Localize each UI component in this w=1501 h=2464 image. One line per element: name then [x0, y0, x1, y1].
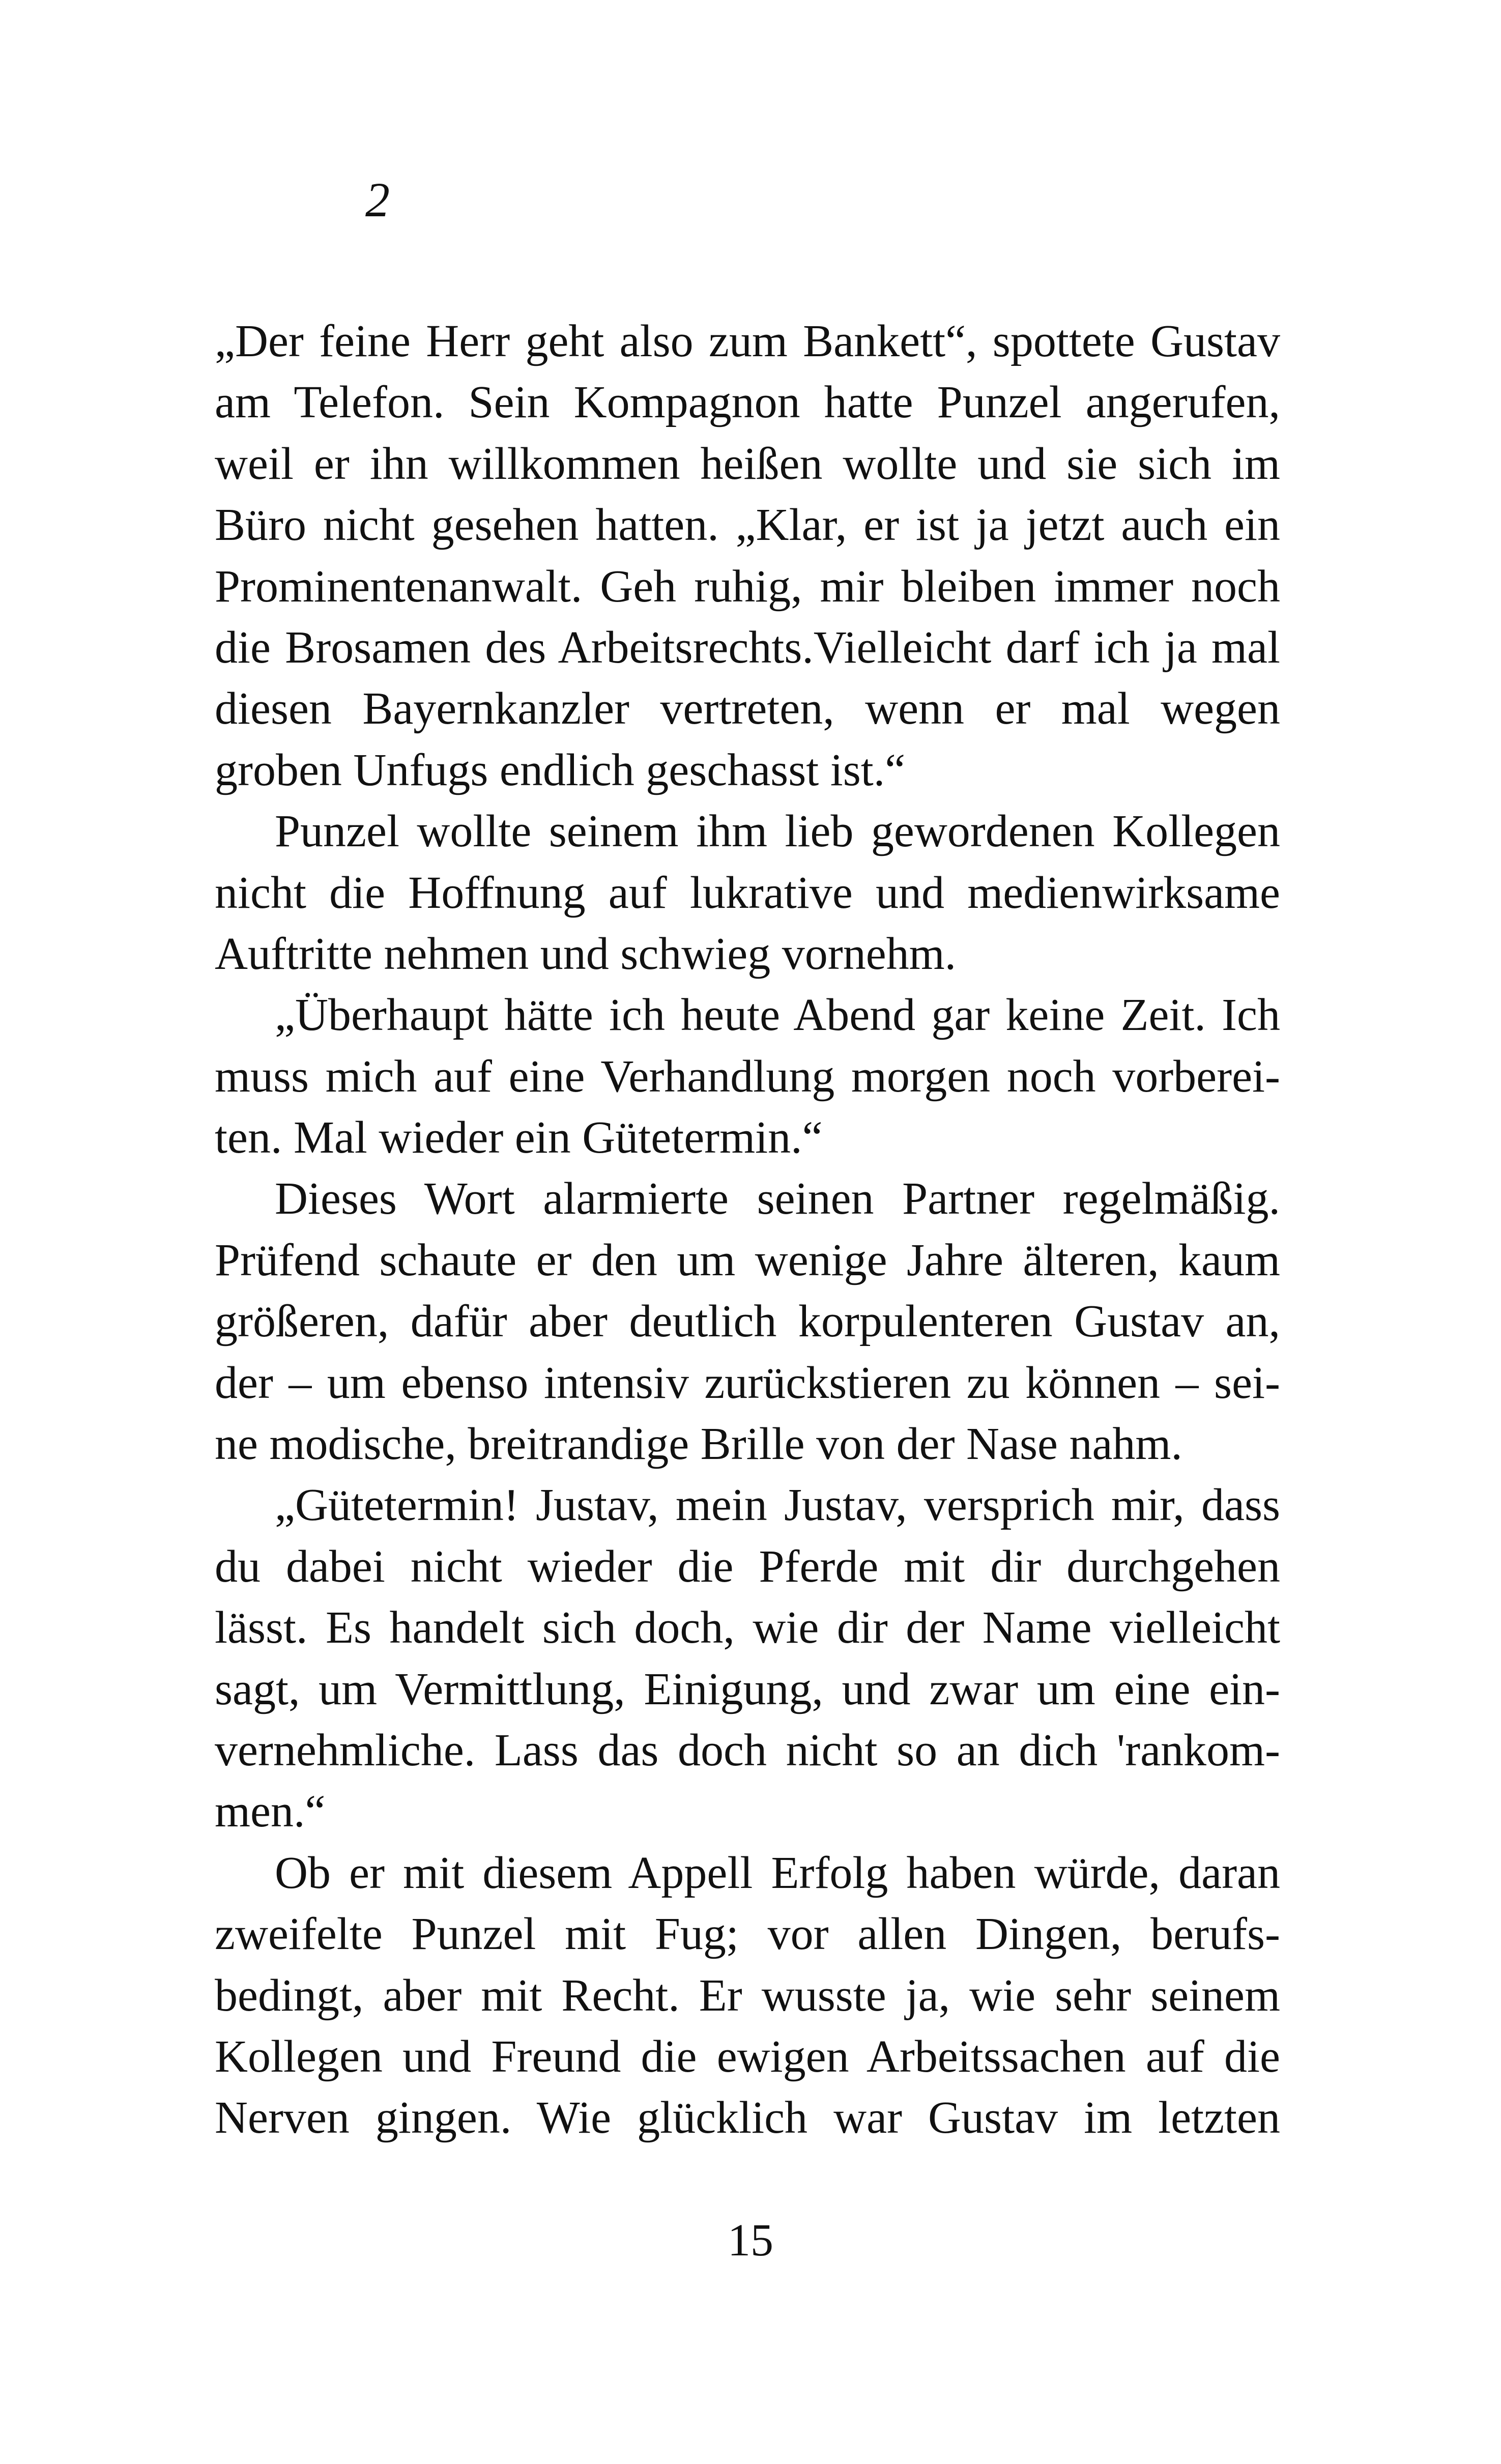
text-line: du dabei nicht wieder die Pferde mit dir durchgehen: [215, 1541, 1280, 1592]
page-number: 15: [728, 2215, 773, 2266]
text-line: „Der feine Herr geht also zum Bankett“, spottete Gustav: [215, 316, 1280, 366]
text-line: Nerven gingen. Wie glücklich war Gustav im letzten: [215, 2093, 1280, 2143]
text-line: Punzel wollte seinem ihm lieb gewordenen Kollegen: [275, 806, 1280, 857]
text-line: Dieses Wort alarmierte seinen Partner regelmäßig.: [275, 1173, 1280, 1224]
text-line: Auftritte nehmen und schwieg vornehm.: [215, 928, 957, 979]
text-line: muss mich auf eine Verhandlung morgen noch vorberei-: [215, 1051, 1280, 1102]
text-line: ne modische, breitrandige Brille von der Nase nahm.: [215, 1419, 1182, 1470]
text-line: lässt. Es handelt sich doch, wie dir der Name vielleicht: [215, 1602, 1280, 1653]
text-line: zweifelte Punzel mit Fug; vor allen Dingen, berufs-: [215, 1909, 1280, 1960]
text-line: Prüfend schaute er den um wenige Jahre älteren, kaum: [215, 1235, 1280, 1285]
text-line: bedingt, aber mit Recht. Er wusste ja, wie sehr seinem: [215, 1970, 1280, 2021]
chapter-body-text: [215, 311, 1280, 2149]
text-line: Ob er mit diesem Appell Erfolg haben würde, daran: [275, 1847, 1280, 1898]
text-line: Kollegen und Freund die ewigen Arbeitssachen auf die: [215, 2031, 1280, 2082]
text-line: „Überhaupt hätte ich heute Abend gar keine Zeit. Ich: [275, 990, 1280, 1041]
text-line: größeren, dafür aber deutlich korpulenteren Gustav an,: [215, 1296, 1280, 1347]
text-line: groben Unfugs endlich geschasst ist.“: [215, 744, 906, 795]
text-line: „Gütetermin! Justav, mein Justav, versprich mir, dass: [275, 1480, 1280, 1531]
text-line: nicht die Hoffnung auf lukrative und medienwirksame: [215, 867, 1280, 918]
text-line: weil er ihn willkommen heißen wollte und sie sich im: [215, 438, 1280, 489]
text-line: Prominentenanwalt. Geh ruhig, mir bleiben immer noch: [215, 561, 1280, 612]
text-line: men.“: [215, 1786, 326, 1837]
chapter-number: 2: [365, 173, 390, 227]
text-line: ten. Mal wieder ein Gütetermin.“: [215, 1112, 823, 1163]
text-line: vernehmliche. Lass das doch nicht so an dich 'rankom-: [215, 1725, 1280, 1775]
text-line: diesen Bayernkanzler vertreten, wenn er mal wegen: [215, 683, 1280, 734]
text-line: am Telefon. Sein Kompagnon hatte Punzel angerufen,: [215, 377, 1280, 428]
text-line: sagt, um Vermittlung, Einigung, und zwar um eine ein-: [215, 1664, 1280, 1714]
text-line: die Brosamen des Arbeitsrechts.Vielleicht darf ich ja mal: [215, 622, 1280, 673]
text-line: Büro nicht gesehen hatten. „Klar, er ist ja jetzt auch ein: [215, 500, 1280, 551]
text-line: der – um ebenso intensiv zurückstieren zu können – sei-: [215, 1357, 1280, 1408]
